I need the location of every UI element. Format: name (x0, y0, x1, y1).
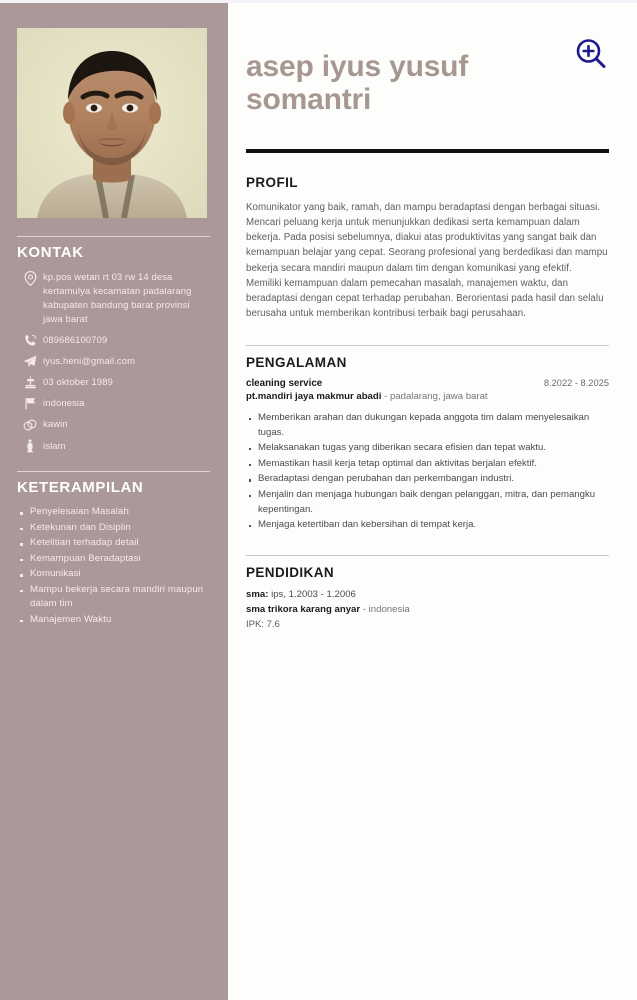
contact-item-address (17, 270, 210, 326)
contact-section (17, 236, 210, 453)
education-divider (246, 555, 609, 557)
list-item: Penyelesaian Masalah (17, 505, 210, 520)
education-country: indonesia (368, 603, 410, 615)
contact-value-marital-status: kawin (43, 418, 68, 429)
job-separator: - (381, 391, 390, 402)
experience-title-row (246, 378, 609, 389)
flag-icon (17, 396, 43, 410)
job-date-range: 8.2022 - 8.2025 (543, 378, 609, 388)
birthday-cake-icon (17, 375, 43, 389)
education-school-line (246, 603, 609, 618)
zoom-in-icon[interactable] (573, 36, 609, 72)
skills-section (17, 471, 210, 627)
education-entry (246, 588, 609, 630)
list-item: Melaksanakan tugas yang diberikan secara efisien dan tepat waktu. (246, 441, 609, 456)
list-item: Kemampuan Beradaptasi (17, 552, 210, 567)
list-item: Memastikan hasil kerja tetap optimal dan aktivitas berjalan efektif. (246, 457, 609, 472)
skills-heading: KETERAMPILAN (17, 479, 144, 496)
list-item: Manajemen Waktu (17, 613, 210, 628)
list-item: Komunikasi (17, 567, 210, 582)
education-separator: - (360, 603, 369, 615)
education-degree-line (246, 588, 609, 603)
sidebar (0, 0, 228, 1000)
contact-value-email: iyus.heni@gmail.com (43, 355, 136, 366)
education-section (246, 555, 609, 631)
education-gpa: IPK: 7.6 (246, 619, 280, 631)
portrait-photo-icon (17, 28, 207, 218)
title-divider (246, 149, 609, 153)
contact-heading: KONTAK (17, 244, 84, 261)
page-title: asep iyus yusuf somantri (246, 50, 469, 117)
contact-list (17, 270, 210, 453)
contact-value-religion: islam (43, 439, 66, 451)
contact-item-email (17, 354, 210, 368)
list-item: Ketekunan dan Disiplin (17, 521, 210, 536)
main-content (228, 0, 637, 1000)
contact-item-phone (17, 333, 210, 347)
contact-value-birthdate: 03 oktober 1989 (43, 376, 114, 387)
contact-item-birthdate (17, 375, 210, 389)
contact-item-nationality (17, 396, 210, 410)
job-location: padalarang, jawa barat (389, 391, 488, 402)
job-company-line (246, 391, 609, 402)
map-pin-icon (17, 270, 43, 286)
experience-divider (246, 345, 609, 347)
rings-icon (17, 417, 43, 431)
list-item: Memberikan arahan dan dukungan kepada anggota tim dalam menyelesaikan tugas. (246, 411, 609, 440)
experience-entry (246, 378, 609, 533)
header-row (246, 30, 609, 136)
experience-heading: PENGALAMAN (246, 355, 347, 370)
list-item: Menjaga ketertiban dan kebersihan di tempat kerja. (246, 518, 609, 533)
education-school-name: sma trikora karang anyar (246, 603, 361, 615)
skills-divider (17, 471, 210, 472)
profile-section (246, 175, 609, 321)
list-item: Beradaptasi dengan perubahan dan perkembangan industri. (246, 472, 609, 487)
education-heading: PENDIDIKAN (246, 565, 335, 581)
avatar (17, 28, 207, 218)
profile-text: Komunikator yang baik, ramah, dan mampu beradaptasi dengan berbagai situasi. Mencari peluang kerja untuk menunjukkan dedikasi serta kemampuan dalam bekerja. Pada posisi sebelumnya, diakui atas produktivitas yang sangat baik dan kemampuan belajar yang cepat. Seorang profesional yang berdedikasi dan mampu bekerja secara mandiri maupun dalam tim dengan komunikasi yang efektif. Memiliki kemampuan dalam pemecahan masalah, manajemen waktu, dan beradaptasi dengan cepat terhadap perubahan. Berorientasi pada hasil dan selalu berusaha untuk memberikan kontribusi terbaik bagi perusahaan. (246, 201, 608, 320)
contact-item-religion (17, 438, 210, 453)
top-strip (0, 0, 637, 3)
list-item: Mampu bekerja secara mandiri maupun dalam tim (17, 583, 210, 612)
contact-item-marital-status (17, 417, 210, 431)
praying-person-icon (17, 438, 43, 453)
contact-value-nationality: indonesia (43, 397, 85, 408)
list-item: Ketelitian terhadap detail (17, 536, 210, 551)
phone-icon (17, 333, 43, 347)
education-degree-value: ips, 1.2003 - 1.2006 (271, 589, 356, 601)
experience-bullets (246, 411, 609, 533)
job-company-name: pt.mandiri jaya makmur abadi (246, 391, 382, 402)
skills-list (17, 505, 210, 627)
contact-value-address: kp.pos wetan rt 03 rw 14 desa kertamulya kecamatan padalarang kabupaten bandung barat provinsi jawa barat (43, 271, 192, 324)
job-title: cleaning service (246, 378, 323, 389)
profile-heading: PROFIL (246, 175, 298, 191)
experience-section (246, 345, 609, 533)
education-degree-label: sma: (246, 589, 269, 601)
list-item: Menjalin dan menjaga hubungan baik dengan pelanggan, mitra, dan pemangku kepentingan. (246, 488, 609, 517)
contact-divider (17, 236, 210, 237)
paper-plane-icon (17, 354, 43, 368)
contact-value-phone: 089686100709 (43, 334, 108, 345)
